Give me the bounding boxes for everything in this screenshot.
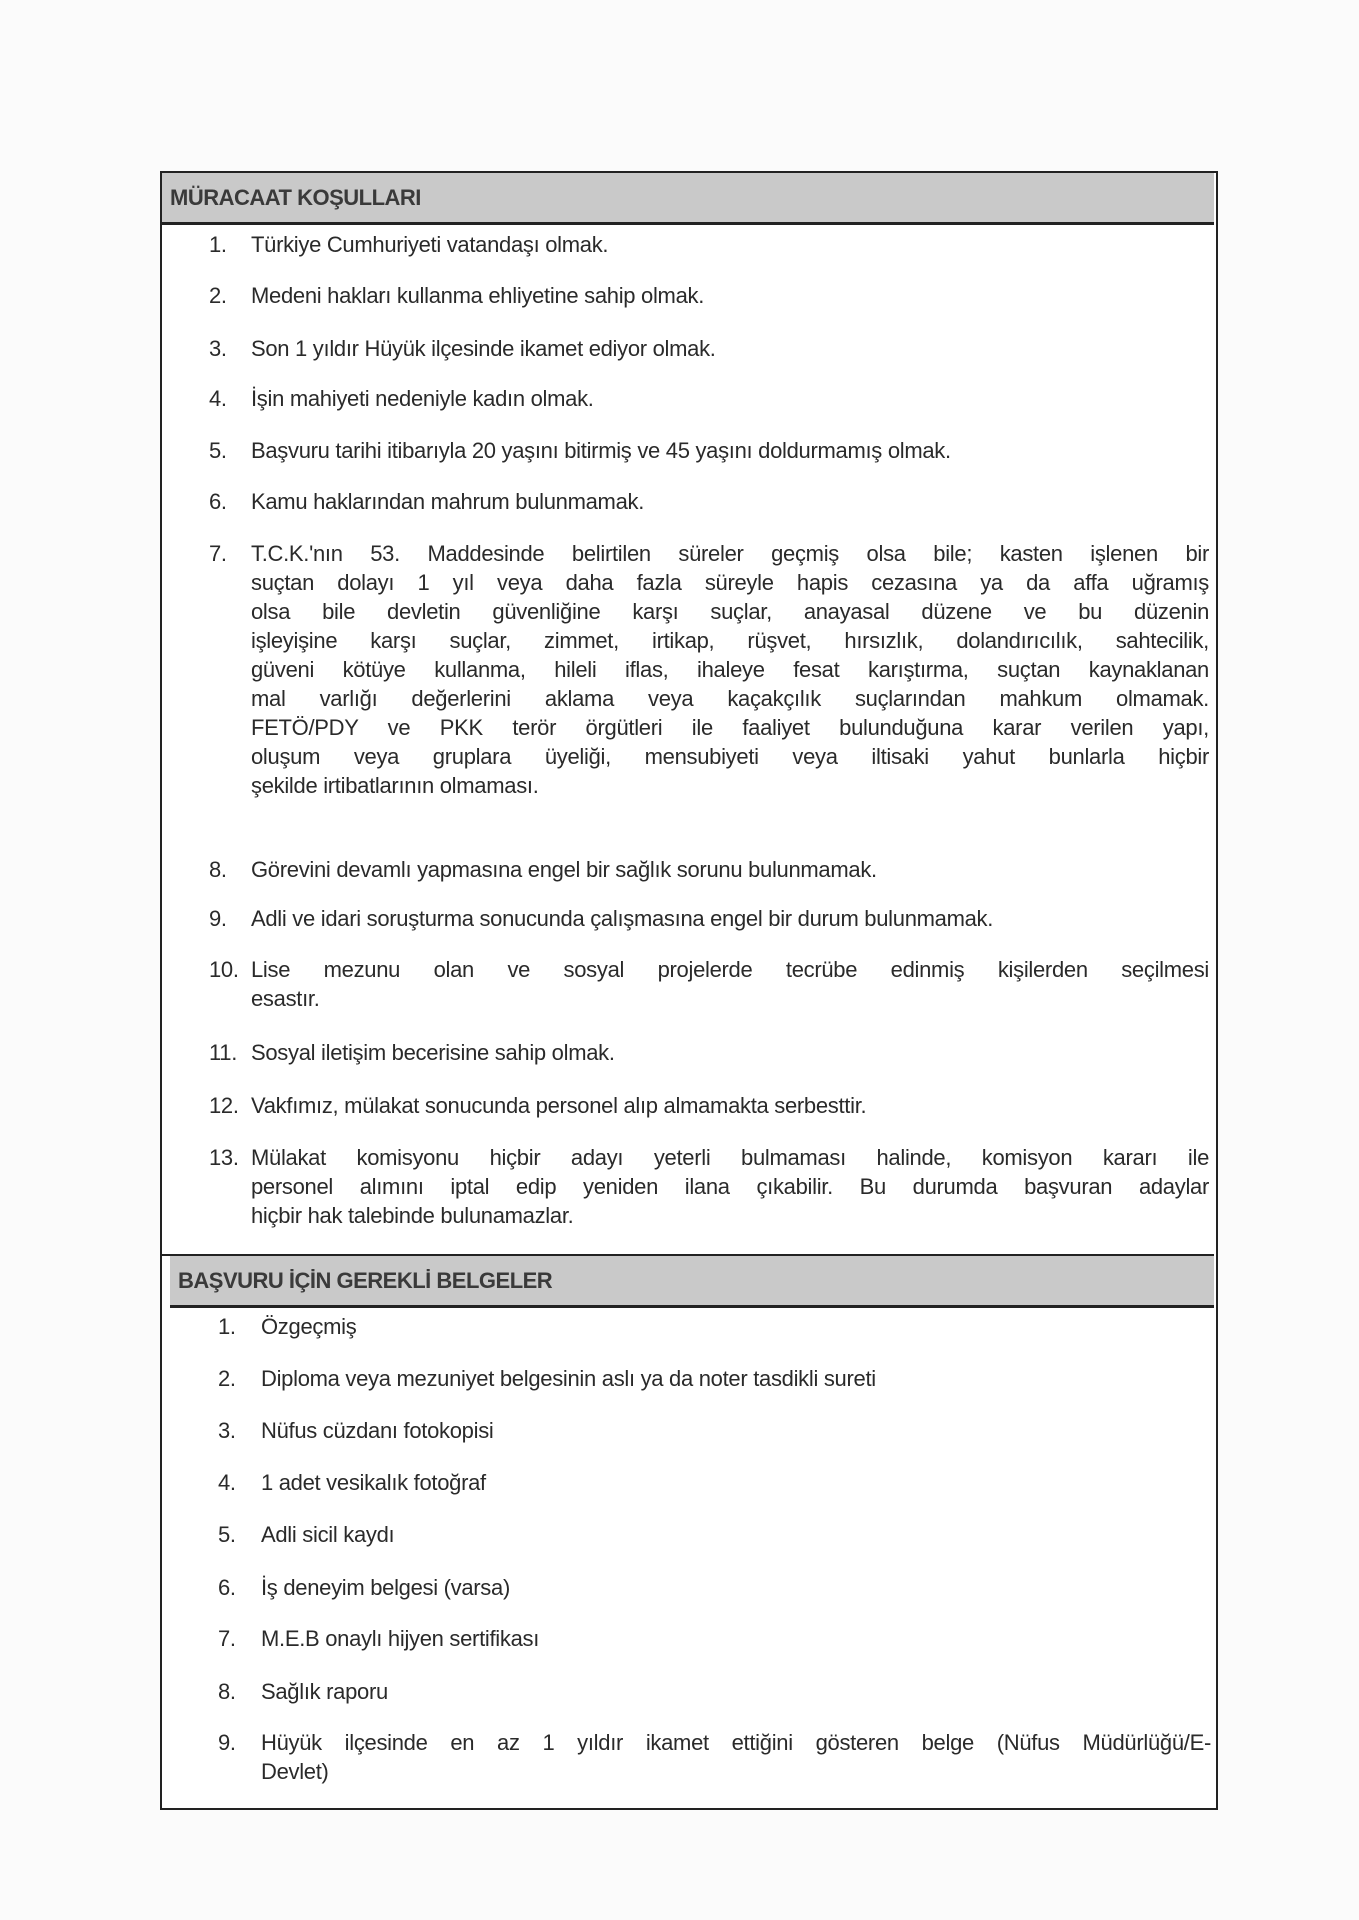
item-text-line: olsa bile devletin güvenliğine karşı suçlar, anayasal düzene ve bu düzenin: [251, 599, 1209, 624]
list-item: [209, 1038, 1209, 1067]
item-text-line: Diploma veya mezuniyet belgesinin aslı ya da noter tasdikli sureti: [261, 1366, 876, 1391]
item-text-line: Sağlık raporu: [261, 1679, 388, 1704]
item-text-line: Görevini devamlı yapmasına engel bir sağlık sorunu bulunmamak.: [251, 857, 877, 882]
item-number: 4.: [218, 1470, 236, 1495]
item-number: 11.: [209, 1040, 238, 1065]
list-item: [209, 487, 1209, 516]
item-text-line: Adli ve idari soruşturma sonucunda çalışmasına engel bir durum bulunmamak.: [251, 906, 994, 931]
section-header-required-documents: [170, 1256, 1214, 1308]
list-item: [218, 1677, 1211, 1706]
item-text-line: hiçbir hak talebinde bulunamazlar.: [251, 1203, 574, 1228]
item-text: [251, 855, 1209, 884]
list-item: [218, 1468, 1211, 1497]
item-number: 2.: [218, 1366, 236, 1391]
item-text: [251, 904, 1209, 933]
list-item: [218, 1573, 1211, 1602]
list-item: [209, 281, 1209, 310]
item-number: 9.: [209, 906, 227, 931]
list-item: [209, 855, 1209, 884]
item-number: 9.: [218, 1730, 236, 1755]
item-text: [251, 334, 1209, 363]
section-header-application-conditions: [162, 173, 1214, 225]
item-text: [261, 1312, 1211, 1341]
item-number: 10.: [209, 957, 239, 982]
item-text-line: İş deneyim belgesi (varsa): [261, 1575, 510, 1600]
item-number: 4.: [209, 386, 227, 411]
item-number: 1.: [209, 232, 227, 257]
item-text: [261, 1677, 1211, 1706]
item-text-line: Vakfımız, mülakat sonucunda personel alıp almamakta serbesttir.: [251, 1093, 867, 1118]
item-text-line: Adli sicil kaydı: [261, 1522, 395, 1547]
item-number: 13.: [209, 1145, 239, 1170]
item-text: [251, 487, 1209, 516]
section-divider: [162, 1254, 1214, 1256]
item-number: 2.: [209, 283, 227, 308]
item-text: [261, 1624, 1211, 1653]
item-text-line: FETÖ/PDY ve PKK terör örgütleri ile faaliyet bulunduğuna karar verilen yapı,: [251, 715, 1209, 740]
item-number: 6.: [218, 1575, 236, 1600]
list-item: [209, 1143, 1209, 1230]
item-number: 8.: [218, 1679, 236, 1704]
item-text: [251, 1091, 1209, 1120]
item-text: [251, 1143, 1209, 1230]
item-text-line: Nüfus cüzdanı fotokopisi: [261, 1418, 494, 1443]
item-text-line: 1 adet vesikalık fotoğraf: [261, 1470, 486, 1495]
item-text-line: Kamu haklarından mahrum bulunmamak.: [251, 489, 645, 514]
list-item: [218, 1364, 1211, 1393]
item-text-line: işleyişine karşı suçlar, zimmet, irtikap, rüşvet, hırsızlık, dolandırıcılık, sahtecilik,: [251, 628, 1209, 653]
item-text-line: oluşum veya gruplara üyeliği, mensubiyeti veya iltisaki yahut bunlarla hiçbir: [251, 744, 1209, 769]
item-text: [251, 539, 1209, 800]
item-text: [251, 955, 1209, 1013]
item-number: 3.: [209, 336, 227, 361]
item-number: 12.: [209, 1093, 239, 1118]
list-item: [218, 1312, 1211, 1341]
item-text-line: Türkiye Cumhuriyeti vatandaşı olmak.: [251, 232, 609, 257]
item-text-line: Medeni hakları kullanma ehliyetine sahip olmak.: [251, 283, 705, 308]
item-text-line: Mülakat komisyonu hiçbir adayı yeterli bulmaması halinde, komisyon kararı ile: [251, 1145, 1209, 1170]
item-text-line: suçtan dolayı 1 yıl veya daha fazla süreyle hapis cezasına ya da affa uğramış: [251, 570, 1209, 595]
list-item: [209, 539, 1209, 800]
item-number: 5.: [218, 1522, 236, 1547]
section-title: MÜRACAAT KOŞULLARI: [170, 184, 421, 210]
item-text-line: T.C.K.'nın 53. Maddesinde belirtilen süreler geçmiş olsa bile; kasten işlenen bir: [251, 541, 1209, 566]
list-item: [218, 1624, 1211, 1653]
item-text-line: İşin mahiyeti nedeniyle kadın olmak.: [251, 386, 594, 411]
item-text: [261, 1520, 1211, 1549]
item-number: 7.: [218, 1626, 236, 1651]
item-text: [261, 1364, 1211, 1393]
section-title: BAŞVURU İÇİN GEREKLİ BELGELER: [178, 1267, 553, 1293]
item-number: 8.: [209, 857, 227, 882]
item-text: [261, 1573, 1211, 1602]
item-text-line: Devlet): [261, 1759, 329, 1784]
item-number: 3.: [218, 1418, 236, 1443]
item-text-line: güveni kötüye kullanma, hileli iflas, ihaleye fesat karıştırma, suçtan kaynaklanan: [251, 657, 1209, 682]
list-item: [209, 955, 1209, 1013]
list-item: [218, 1520, 1211, 1549]
item-text-line: mal varlığı değerlerini aklama veya kaçakçılık suçlarından mahkum olmamak.: [251, 686, 1209, 711]
item-text: [261, 1728, 1211, 1786]
list-item: [209, 334, 1209, 363]
item-number: 7.: [209, 541, 227, 566]
item-text-line: Hüyük ilçesinde en az 1 yıldır ikamet ettiğini gösteren belge (Nüfus Müdürlüğü/E-: [261, 1730, 1211, 1755]
item-number: 6.: [209, 489, 227, 514]
item-text: [251, 1038, 1209, 1067]
item-text: [251, 281, 1209, 310]
list-item: [209, 384, 1209, 413]
list-item: [209, 436, 1209, 465]
item-text-line: Özgeçmiş: [261, 1314, 357, 1339]
item-text-line: Son 1 yıldır Hüyük ilçesinde ikamet ediyor olmak.: [251, 336, 716, 361]
item-number: 1.: [218, 1314, 236, 1339]
item-text: [261, 1468, 1211, 1497]
item-text-line: M.E.B onaylı hijyen sertifikası: [261, 1626, 540, 1651]
list-item: [209, 904, 1209, 933]
list-item: [218, 1416, 1211, 1445]
list-item: [209, 230, 1209, 259]
item-text-line: esastır.: [251, 986, 320, 1011]
item-text-line: personel alımını iptal edip yeniden ilana çıkabilir. Bu durumda başvuran adaylar: [251, 1174, 1209, 1199]
item-number: 5.: [209, 438, 227, 463]
item-text-line: Sosyal iletişim becerisine sahip olmak.: [251, 1040, 615, 1065]
item-text: [251, 436, 1209, 465]
item-text: [251, 384, 1209, 413]
list-item: [209, 1091, 1209, 1120]
item-text-line: Başvuru tarihi itibarıyla 20 yaşını bitirmiş ve 45 yaşını doldurmamış olmak.: [251, 438, 951, 463]
item-text-line: şekilde irtibatlarının olmaması.: [251, 773, 539, 798]
item-text-line: Lise mezunu olan ve sosyal projelerde tecrübe edinmiş kişilerden seçilmesi: [251, 957, 1209, 982]
list-item: [218, 1728, 1211, 1786]
item-text: [251, 230, 1209, 259]
item-text: [261, 1416, 1211, 1445]
